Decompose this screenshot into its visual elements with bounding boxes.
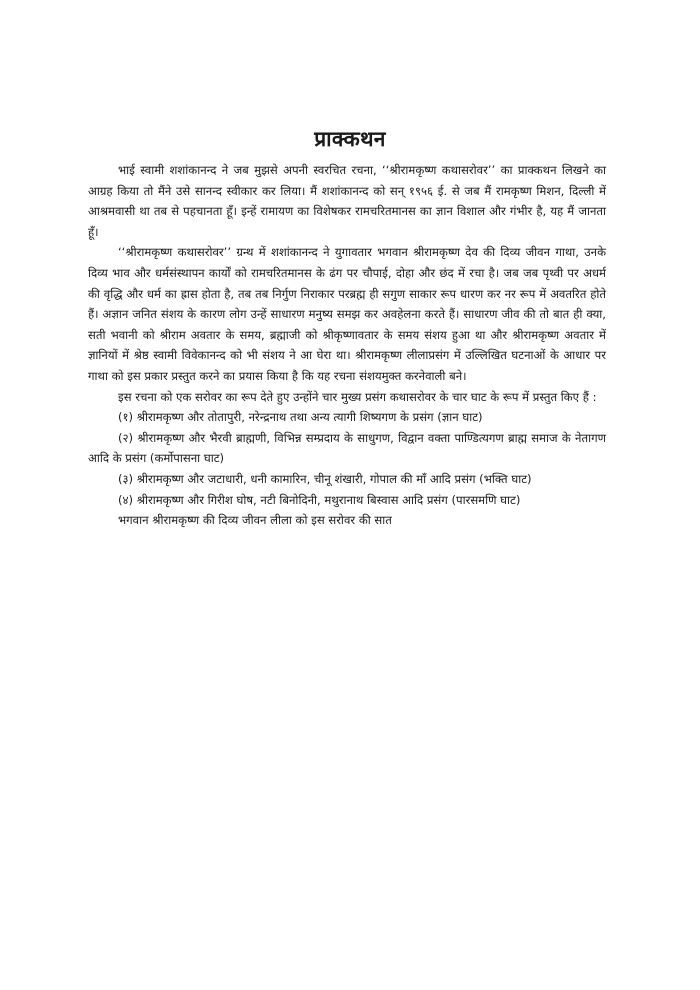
list-item: (२) श्रीरामकृष्ण और भैरवी ब्राह्मणी, विभिन्न सम्प्रदाय के साधुगण, विद्वान वक्ता पाण्डित्यगण ब्राह्म समाज के नेतागण आदि के प्रसंग (कर्मोपासना घाट) (88, 430, 606, 466)
page-title: प्राक्कथन (314, 127, 386, 151)
document-body (88, 160, 606, 531)
list-item: (४) श्रीरामकृष्ण और गिरीश घोष, नटी बिनोदिनी, मथुरानाथ बिस्वास आदि प्रसंग (पारसमणि घाट) (118, 492, 521, 507)
paragraph: इस रचना को एक सरोवर का रूप देते हुए उन्होंने चार मुख्य प्रसंग कथासरोवर के चार घाट के रूप में प्रस्तुत किए हैं : (118, 389, 597, 404)
paragraph: ‘‘श्रीरामकृष्ण कथासरोवर’’ ग्रन्थ में शशांकानन्द ने युगावतार भगवान श्रीरामकृष्ण देव की दिव्य जीवन गाथा, उनके दिव्य भाव और धर्मसंस्थापन कार्यों को रामचरितमानस के ढंग पर चौपाई, दोहा और छंद में रचा है। जब जब पृथ्वी पर अधर्म की वृद्धि और धर्म का ह्रास होता है, तब तब निर्गुण निराकार परब्रह्म ही सगुण साकार रूप धारण कर नर रूप में अवतरित होते हैं। अज्ञान जनित संशय के कारण लोग उन्हें साधारण मनुष्य समझ कर अवहेलना करते हैं। साधारण जीव की तो बात ही क्या, सती भवानी को श्रीराम अवतार के समय, ब्रह्माजी को श्रीकृष्णावतार के समय संशय हुआ था और श्रीरामकृष्ण अवतार में ज्ञानियों में श्रेष्ठ स्वामी विवेकानन्द को भी संशय ने आ घेरा था। श्रीरामकृष्ण लीलाप्रसंग में उल्लिखित घटनाओं के आधार पर गाथा को इस प्रकार प्रस्तुत करने का प्रयास किया है कि यह रचना संशयमुक्त करनेवाली बने। (88, 245, 606, 383)
list-item: (१) श्रीरामकृष्ण और तोतापुरी, नरेन्द्रनाथ तथा अन्य त्यागी शिष्यगण के प्रसंग (ज्ञान घाट) (118, 410, 483, 425)
paragraph: भगवान श्रीरामकृष्ण की दिव्य जीवन लीला को इस सरोवर की सात (118, 513, 392, 528)
list-item: (३) श्रीरामकृष्ण और जटाधारी, धनी कामारिन, चीनू शंखारी, गोपाल की माँ आदि प्रसंग (भक्ति घाट) (118, 471, 532, 486)
paragraph: भाई स्वामी शशांकानन्द ने जब मुझसे अपनी स्वरचित रचना, ‘‘श्रीरामकृष्ण कथासरोवर’’ का प्राक्कथन लिखने का आग्रह किया तो मैंने उसे सानन्द स्वीकार कर लिया। मैं शशांकानन्द को सन् १९५६ ई. से जब मैं रामकृष्ण मिशन, दिल्ली में आश्रमवासी था तब से पहचानता हूँ। इन्हें रामायण का विशेषकर रामचरितमानस का ज्ञान विशाल और गंभीर है, यह मैं जानता हूँ। (88, 163, 606, 239)
